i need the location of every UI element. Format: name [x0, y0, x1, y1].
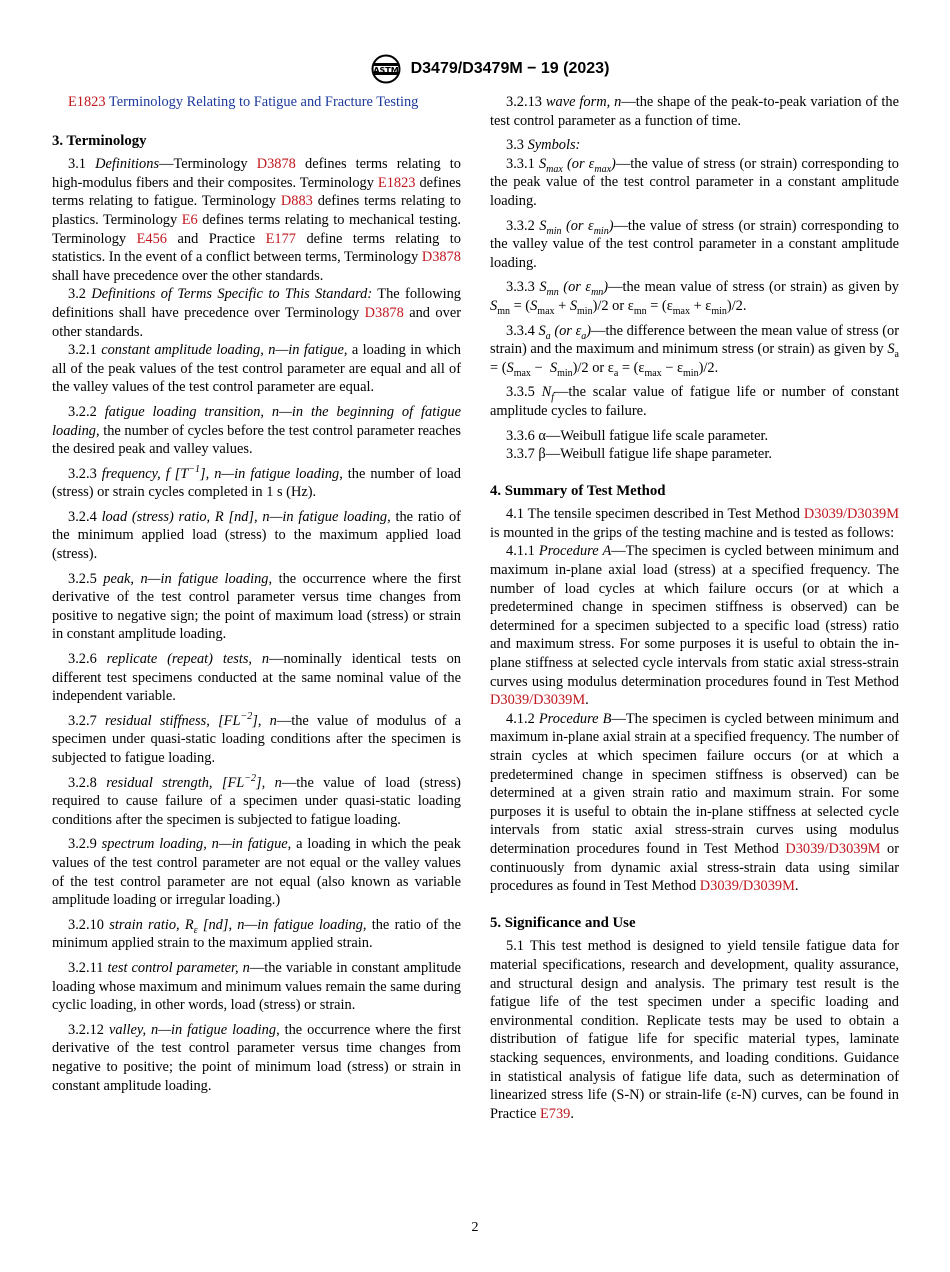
- section-4-heading: 4. Summary of Test Method: [490, 482, 666, 499]
- para-3-2: 3.2 Definitions of Terms Specific to This Standard: The following definitions shall have precedence over Terminology D3878 and over other standards.: [52, 286, 461, 340]
- para-3-2-13: 3.2.13 wave form, n—the shape of the peak-to-peak variation of the test control parameter as a function of time.: [490, 94, 900, 129]
- link-e1823[interactable]: E1823: [68, 94, 106, 110]
- reference-title[interactable]: Terminology Relating to Fatigue and Fracture Testing: [108, 94, 419, 110]
- link-d3039[interactable]: D3039/D3039M: [699, 878, 795, 895]
- link-d3878[interactable]: D3878: [421, 249, 461, 266]
- page-number: 2: [471, 1220, 479, 1235]
- para-4-1-2: 4.1.2 Procedure B—The specimen is cycled between minimum and maximum in-plane axial strain at a specified frequency. The number of strain cycles at which specimen failure occurs (or at which a predetermined change in specimen stiffness is observed) can be determined at a given strain ratio and maximum strain. For some purposes it is useful to obtain the in-plane stiffness at selected cycle intervals from static axial stress-strain curves using modulus determination procedures found in Test Method D3039/D3039M or continuously from dynamic axial stress-strain data using similar procedures as found in Test Method D3039/D3039M.: [490, 710, 899, 895]
- para-3-3-4: 3.3.4 $S_a$ (or $\varepsilon_a)—the$ difference between the mean value of stress (or strain) and the maximum and minimum stress (or strain) as given by $S_a = (S_{max} - S_{min})/2$ or $\varepsilon_a = (\varepsilon_{max} - \varepsilon_{min})/2$.: [490, 322, 899, 379]
- section-5-heading: 5. Significance and Use: [490, 914, 636, 931]
- link-d3039[interactable]: D3039/D3039M: [490, 692, 586, 709]
- mean-stress-formula: $S_{mn} = (S_{max} + S_{min})/2$ or $\varepsilon_{mn} = (\varepsilon_{max} + \varepsilon_{min})/2$.: [490, 297, 747, 317]
- link-e177[interactable]: E177: [265, 230, 296, 247]
- link-e456[interactable]: E456: [136, 230, 168, 247]
- para-3-3-6: 3.3.6 α—Weibull fatigue life scale parameter.: [506, 427, 769, 444]
- para-3-2-8: 3.2.8 residual strength, $[FL^{-2}]$, n—the value of load (stress) required to cause failure of a specimen under quasi-static loading conditions after the specimen is subjected to fatigue loading.: [52, 772, 461, 828]
- para-3-2-5: 3.2.5 peak, n—in fatigue loading, the occurrence where the first derivative of the test control parameter versus time changes from positive to negative sign; the point of maximum load (stress) or strain in constant amplitude loading.: [52, 570, 461, 643]
- para-3-2-11: 3.2.11 test control parameter, n—the variable in constant amplitude loading whose maximum and minimum values remain the same during cyclic loading, in other words, load (stress) or strain.: [52, 959, 462, 1014]
- para-3-2-6: 3.2.6 replicate (repeat) tests, n—nominally identical tests on different test specimens conducted at the same nominal value of the independent variable.: [52, 651, 461, 705]
- para-3-2-12: 3.2.12 valley, n—in fatigue loading, the occurrence where the first derivative of the test control parameter versus time changes from negative to positive; the point of minimum load (stress) or strain in constant amplitude loading.: [52, 1021, 461, 1094]
- para-3-2-7: 3.2.7 residual stiffness, $[FL^{-2}]$, n—the value of modulus of a specimen under quasi-static loading conditions after the specimen is subjected to fatigue loading.: [52, 711, 462, 766]
- para-3-1: 3.1 Definitions—Terminology D3878 defines terms relating to high-modulus fibers and their composites. Terminology E1823 defines terms relating to fatigue. Terminology D883 defines terms relating to plastics. Terminology E6 defines terms relating to mechanical testing. Terminology E456 and Practice E177 define terms relating to statistics. In the event of a conflict between terms, Terminology D3878 shall have precedence over the other standards.: [52, 156, 462, 284]
- para-4-1: 4.1 The tensile specimen described in Test Method D3039/D3039M is mounted in the grips of the testing machine and is tested as follows:: [490, 506, 900, 541]
- para-3-3: 3.3 Symbols:: [506, 137, 581, 154]
- link-d3039[interactable]: D3039/D3039M: [803, 506, 900, 523]
- para-3-2-2: 3.2.2 fatigue loading transition, n—in the beginning of fatigue loading, the number of cycles before the test control parameter reaches the desired peak and valley values.: [52, 403, 461, 458]
- link-d883[interactable]: D883: [280, 193, 313, 210]
- para-3-2-3: 3.2.3 frequency, f $[T^{-1}]$, n—in fatigue loading, the number of load (stress) or strain cycles completed in 1 s (Hz).: [52, 463, 461, 501]
- para-5-1: 5.1 This test method is designed to yield tensile fatigue data for material specifications, research and development, quality assurance, and structural design and analysis. The primary test result is the fatigue life of the test specimen under a specific loading and environmental condition. Replicate tests may be used to obtain a distribution of fatigue life for specific material types, laminate stacking sequences, environments, and loading conditions. Guidance in statistical analysis of fatigue life data, such as determination of linearized stress life (S-N) or strain-life (ε-N) curves, can be found in Practice E739.: [490, 938, 899, 1122]
- reference-e1823: [52, 93, 461, 112]
- link-d3878[interactable]: D3878: [256, 156, 296, 173]
- para-3-2-9: 3.2.9 spectrum loading, n—in fatigue, a loading in which the peak values of the test control parameter are not equal or the valley values of the test control parameter are not equal (also known as variable amplitude loading or irregular loading.): [52, 836, 462, 909]
- svg-text:ASTM: ASTM: [372, 66, 399, 75]
- para-3-2-1: 3.2.1 constant amplitude loading, n—in fatigue, a loading in which all of the peak values of the test control parameter are equal and all of the valley values of the test control parameter are equal.: [52, 342, 461, 396]
- link-d3878[interactable]: D3878: [364, 304, 404, 321]
- link-e1823[interactable]: E1823: [377, 174, 416, 191]
- document-designation: D3479/D3479M − 19 (2023): [410, 60, 610, 77]
- link-d3039[interactable]: D3039/D3039M: [785, 840, 881, 857]
- para-3-3-5: 3.3.5 $N_f—the$ scalar value of fatigue life or number of constant amplitude cycles to failure.: [490, 384, 899, 419]
- link-e739[interactable]: E739: [539, 1105, 571, 1122]
- para-3-3-7: 3.3.7 β—Weibull fatigue life shape parameter.: [506, 446, 772, 463]
- para-3-2-4: 3.2.4 load (stress) ratio, R [nd], n—in fatigue loading, the ratio of the minimum applied load (stress) to the maximum applied load (stress).: [52, 508, 461, 563]
- left-column: [52, 93, 461, 1101]
- para-4-1-1: 4.1.1 Procedure A—The specimen is cycled between minimum and maximum in-plane axial load (stress) at a specified frequency. The number of load cycles at which failure occurs (or at which a predetermined change in specimen stiffness is observed) can be determined for a specimen subjected to a specific load (stress) ratio and maximum stress. For some purposes it is useful to obtain the in-plane stiffness at selected cycle intervals from static axial stress-strain curves using modulus determination procedures found in Test Method D3039/D3039M.: [490, 543, 899, 709]
- para-3-2-10: 3.2.10 strain ratio, $R_\varepsilon$ [nd], n—in fatigue loading, the ratio of the minimum applied strain to the maximum applied strain.: [52, 916, 461, 952]
- para-3-3-2: 3.3.2 $S_{min}$ (or $\varepsilon_{min})—the$ value of stress (or strain) corresponding to the valley value of the test control parameter in a constant amplitude loading.: [490, 217, 899, 271]
- para-3-3-3: 3.3.3 $S_{mn}$ (or $\varepsilon_{mn})—the$ mean value of stress (or strain) as given by $S_{mn} = (S_{max} + S_{min})/2$ or $\varepsilon_{mn} = (\varepsilon_{max} + \varepsilon_{min})/2$.: [490, 279, 899, 317]
- amplitude-formula: $S_a = (S_{max} - S_{min})/2$ or $\varepsilon_a = (\varepsilon_{max} - \varepsilon_{min})/2$.: [490, 341, 899, 379]
- page-header: [0, 52, 950, 86]
- para-3-3-1: 3.3.1 $S_{max}$ (or $\varepsilon_{max})—the$ value of stress (or strain) corresponding to the peak value of the test control parameter in a constant amplitude loading.: [490, 155, 899, 209]
- section-3-heading: 3. Terminology: [52, 132, 147, 149]
- link-e6[interactable]: E6: [181, 211, 198, 228]
- astm-logo-icon: [369, 54, 403, 84]
- right-column: [490, 93, 899, 1129]
